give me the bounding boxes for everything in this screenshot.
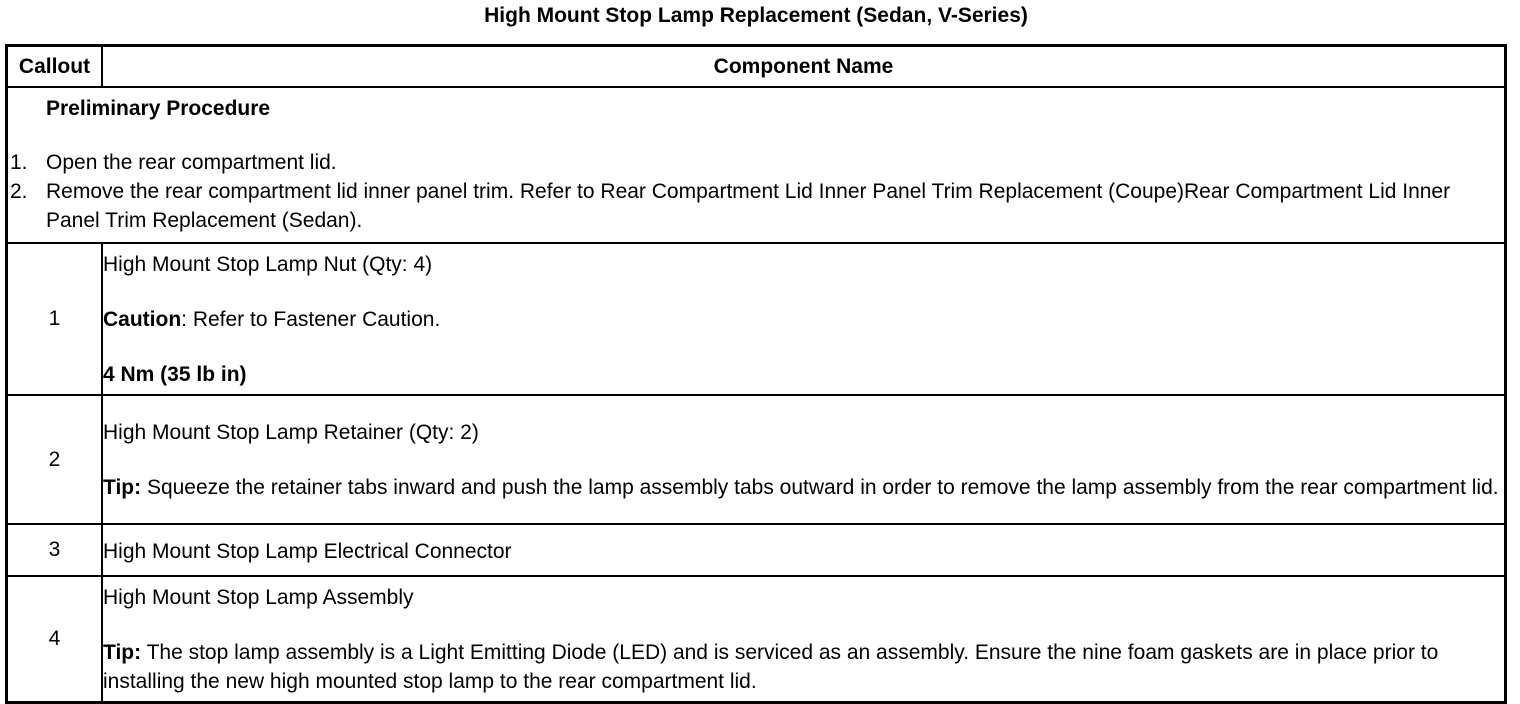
component-name: High Mount Stop Lamp Retainer (Qty: 2) — [103, 420, 479, 444]
preliminary-step — [8, 177, 1504, 235]
table-header-row — [7, 46, 1506, 88]
note-label: Tip: — [103, 640, 142, 664]
component-cell — [102, 395, 1506, 524]
torque-spec: 4 Nm (35 lb in) — [103, 362, 247, 386]
table-row — [7, 524, 1506, 576]
note-text: Refer to Fastener Caution. — [192, 307, 441, 331]
component-cell — [102, 524, 1506, 576]
step-text: Open the rear compartment lid. — [46, 150, 337, 174]
note-label: Caution — [103, 307, 182, 331]
callout-number: 2 — [7, 395, 103, 524]
component-note — [103, 305, 1504, 334]
component-note — [103, 473, 1504, 502]
table-row — [7, 395, 1506, 524]
table-row — [7, 576, 1506, 703]
header-callout: Callout — [7, 46, 103, 88]
header-component-name: Component Name — [102, 46, 1506, 88]
note-label: Tip: — [103, 475, 142, 499]
note-text: The stop lamp assembly is a Light Emitting Diode (LED) and is serviced as an assembly. Ensure the nine foam gaskets are in place prior to installing the new high mounted stop lamp to the rear compartment lid. — [103, 640, 1439, 693]
preliminary-procedure-heading: Preliminary Procedure — [46, 96, 271, 120]
note-text: Squeeze the retainer tabs inward and push the lamp assembly tabs outward in order to remove the lamp assembly from the rear compartment lid. — [141, 475, 1499, 499]
component-cell — [102, 243, 1506, 395]
step-number: 2. — [10, 179, 28, 203]
component-name: High Mount Stop Lamp Nut (Qty: 4) — [103, 252, 433, 276]
component-name: High Mount Stop Lamp Assembly — [103, 585, 414, 609]
preliminary-procedure-row — [7, 87, 1506, 243]
callout-number: 3 — [7, 524, 103, 576]
callout-number: 4 — [7, 576, 103, 703]
preliminary-step — [8, 148, 1504, 177]
component-name: High Mount Stop Lamp Electrical Connector — [103, 539, 512, 563]
preliminary-procedure-cell — [7, 87, 1506, 243]
component-cell — [102, 576, 1506, 703]
document-title: High Mount Stop Lamp Replacement (Sedan, V-Series) — [484, 4, 1028, 27]
table-row — [7, 243, 1506, 395]
callout-number: 1 — [7, 243, 103, 395]
component-note — [103, 638, 1504, 696]
step-number: 1. — [10, 150, 28, 174]
step-text: Remove the rear compartment lid inner panel trim. Refer to Rear Compartment Lid Inner Panel Trim Replacement (Coupe)Rear Compartment Lid Inner Panel Trim Replacement (Sedan). — [46, 179, 1451, 232]
procedure-table — [5, 44, 1507, 704]
note-separator: : — [181, 307, 193, 331]
